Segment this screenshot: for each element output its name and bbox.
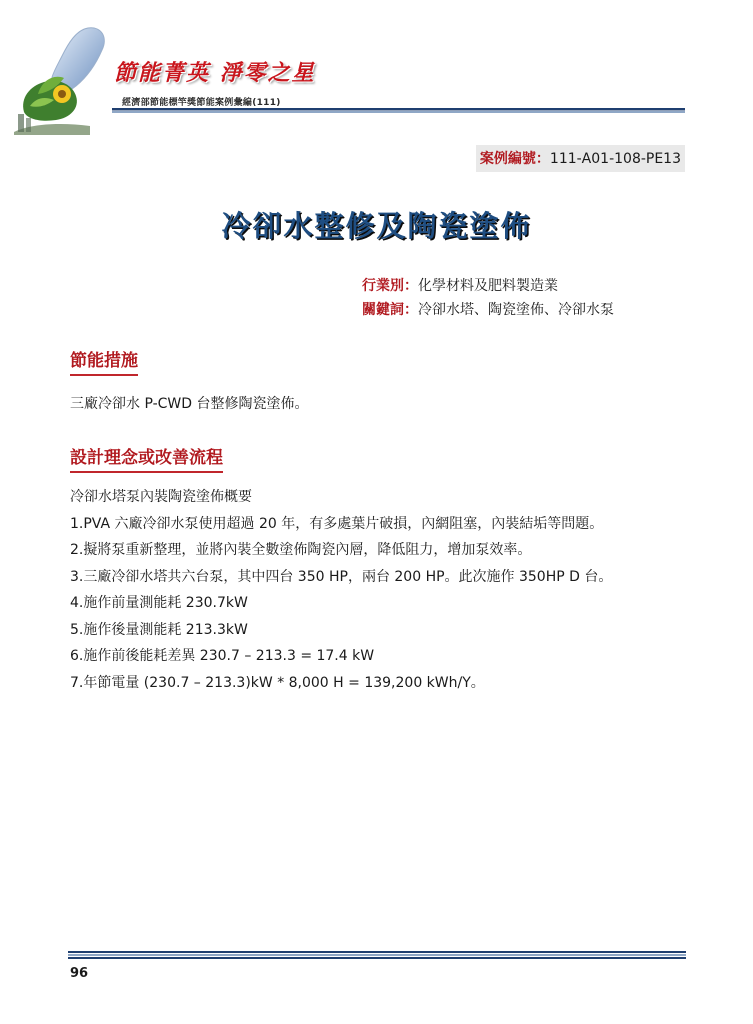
measures-text: 三廠冷卻水 P-CWD 台整修陶瓷塗佈。 (70, 396, 309, 412)
brand-title: 節能菁英 淨零之星 (114, 60, 316, 86)
taiwan-leaf-logo (10, 20, 120, 135)
list-item: 6.施作前後能耗差異 230.7 – 213.3 = 17.4 kW (70, 648, 375, 664)
page-number: 96 (70, 966, 89, 981)
industry-value: 化學材料及肥料製造業 (418, 278, 558, 294)
sunflower-icon (53, 85, 71, 103)
keywords-label: 關鍵詞： (362, 302, 418, 318)
footer-divider (68, 951, 686, 960)
header-divider (112, 108, 685, 113)
page-title: 冷卻水整修及陶瓷塗佈 (221, 209, 532, 243)
list-item: 1.PVA 六廠冷卻水泵使用超過 20 年，有多處葉片破損，內網阻塞，內裝結垢等問題。 (70, 515, 604, 532)
meta-info (362, 274, 614, 322)
design-process-list (70, 484, 612, 696)
list-item: 3.三廠冷卻水塔共六台泵，其中四台 350 HP，兩台 200 HP。此次施作 350HP D 台。 (70, 568, 613, 585)
brand-subtitle: 經濟部節能標竿獎節能案例彙編(111) (122, 98, 281, 108)
case-number-label: 案例編號： (479, 151, 550, 167)
list-item: 4.施作前量測能耗 230.7kW (70, 595, 248, 611)
section-heading-measures: 節能措施 (70, 346, 138, 376)
list-item: 7.年節電量 (230.7 – 213.3)kW * 8,000 H = 139,200 kWh/Y。 (70, 674, 485, 691)
section-heading-design: 設計理念或改善流程 (70, 443, 223, 473)
list-item: 5.施作後量測能耗 213.3kW (70, 621, 248, 638)
case-number-box (476, 145, 685, 172)
list-item: 冷卻水塔泵內裝陶瓷塗佈概要 (70, 489, 252, 505)
industry-label: 行業別： (362, 278, 418, 294)
case-number-value: 111-A01-108-PE13 (549, 151, 681, 167)
keywords-row (362, 298, 614, 322)
industry-row (362, 274, 614, 298)
keywords-value: 冷卻水塔、陶瓷塗佈、冷卻水泵 (418, 302, 614, 318)
list-item: 2.擬將泵重新整理，並將內裝全數塗佈陶瓷內層，降低阻力，增加泵效率。 (70, 542, 532, 558)
